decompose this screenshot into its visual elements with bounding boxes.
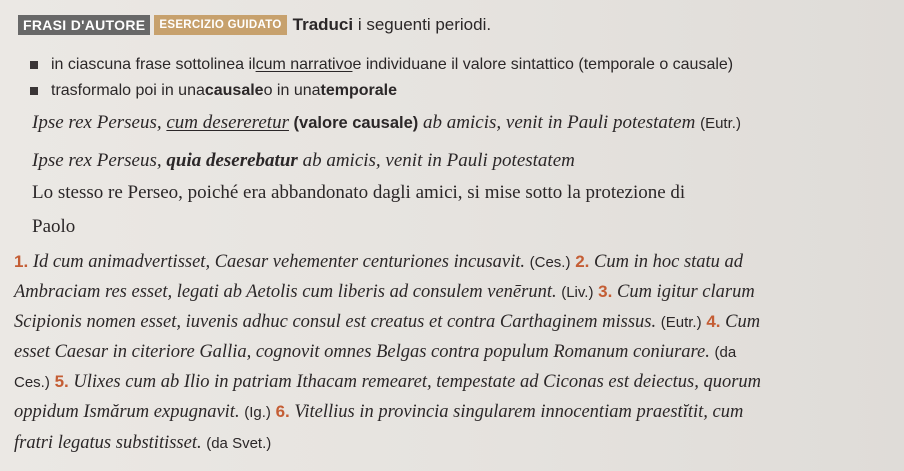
- instruction-text: i seguenti periodi.: [353, 15, 492, 34]
- exercise-source: (da Svet.): [206, 435, 272, 452]
- bullet-square-icon: [30, 61, 38, 69]
- instruction: [293, 15, 491, 35]
- section-tag: FRASI D'AUTORE: [18, 15, 150, 35]
- bullet-bold-term: temporale: [320, 82, 397, 99]
- bullet-bold-term: causale: [204, 82, 264, 99]
- example-annotation-text: (valore causale): [288, 114, 419, 132]
- exercise-line-7: [14, 433, 271, 454]
- exercise-line-5: [14, 372, 761, 393]
- example-cum-clause: cum desereretur: [166, 112, 289, 133]
- example-bold-clause: quia deserebatur: [166, 150, 298, 171]
- exercise-text: Id cum animadvertisset, Caesar vehementer centuriones incusavit.: [28, 252, 530, 272]
- exercise-line-6: [14, 402, 743, 423]
- example-annotation: [289, 114, 418, 132]
- exercise-source: (Eutr.): [660, 314, 702, 331]
- exercise-line-2: [14, 282, 755, 303]
- exercise-source: (Ces.): [529, 254, 571, 271]
- bullet-text: e individuane il valore sintattico (temporale o causale): [352, 56, 734, 73]
- exercise-text: oppidum Ismărum expugnavit.: [14, 402, 245, 422]
- exercise-number: 5.: [49, 372, 69, 391]
- exercise-text: Cum in hoc statu ad: [589, 252, 744, 272]
- example-text: ab amicis, venit in Pauli potestatem: [418, 112, 701, 133]
- exercise-line-1: [14, 252, 743, 273]
- exercise-header: [18, 12, 491, 38]
- example-latin-line: [32, 112, 741, 134]
- bullet-text: in ciascuna frase sottolinea il: [51, 56, 256, 73]
- bullet-underlined-term: cum narrativo: [255, 56, 353, 73]
- exercise-number: 4.: [701, 312, 721, 331]
- exercise-source: (Liv.): [561, 284, 594, 301]
- exercise-text: Ambraciam res esset, legati ab Aetolis cum liberis ad consulem venērunt.: [14, 282, 562, 302]
- bullet-square-icon: [30, 87, 38, 95]
- exercise-text: Cum igitur clarum: [612, 282, 755, 302]
- exercise-number: 2.: [570, 252, 590, 271]
- exercise-text: esset Caesar in citeriore Gallia, cognovit omnes Belgas contra populum Romanum coniurare.: [14, 342, 715, 362]
- example-text: ab amicis, venit in Pauli potestatem: [297, 150, 575, 171]
- exercise-number: 6.: [270, 402, 290, 421]
- bullet-item-2: [30, 82, 397, 100]
- exercise-text: Ulixes cum ab Ilio in patriam Ithacam remearet, tempestate ad Ciconas est deiectus, quorum: [68, 372, 762, 392]
- exercise-number: 3.: [593, 282, 613, 301]
- instruction-verb: Traduci: [292, 15, 354, 34]
- bullet-text: o in una: [263, 82, 321, 99]
- bullet-item-1: [30, 56, 733, 74]
- exercise-text: Scipionis nomen esset, iuvenis adhuc consul est creatus et contra Carthaginem missus.: [14, 312, 661, 332]
- exercise-number: 1.: [14, 252, 29, 271]
- example-translation-line-end: Paolo: [32, 216, 76, 237]
- example-translation-line: Lo stesso re Perseo, poiché era abbandonato dagli amici, si mise sotto la protezione di: [32, 182, 686, 203]
- exercise-text: fratri legatus substitisset.: [14, 433, 207, 453]
- exercise-source: Ces.): [14, 374, 50, 391]
- exercise-type-tag: ESERCIZIO GUIDATO: [154, 15, 286, 35]
- example-transformed-line: [32, 150, 575, 172]
- example-text: Ipse rex Perseus,: [32, 112, 167, 133]
- exercise-text: Vitellius in provincia singularem innocentiam praestĭtit, cum: [289, 402, 744, 422]
- bullet-text: trasformalo poi in una: [51, 82, 205, 99]
- exercise-source: (da: [714, 344, 737, 361]
- example-text: Ipse rex Perseus,: [32, 150, 167, 171]
- exercise-line-3: [14, 312, 760, 333]
- example-source: (Eutr.): [700, 115, 741, 132]
- exercise-line-4: [14, 342, 736, 363]
- exercise-text: Cum: [720, 312, 761, 332]
- exercise-source: (Ig.): [244, 404, 271, 421]
